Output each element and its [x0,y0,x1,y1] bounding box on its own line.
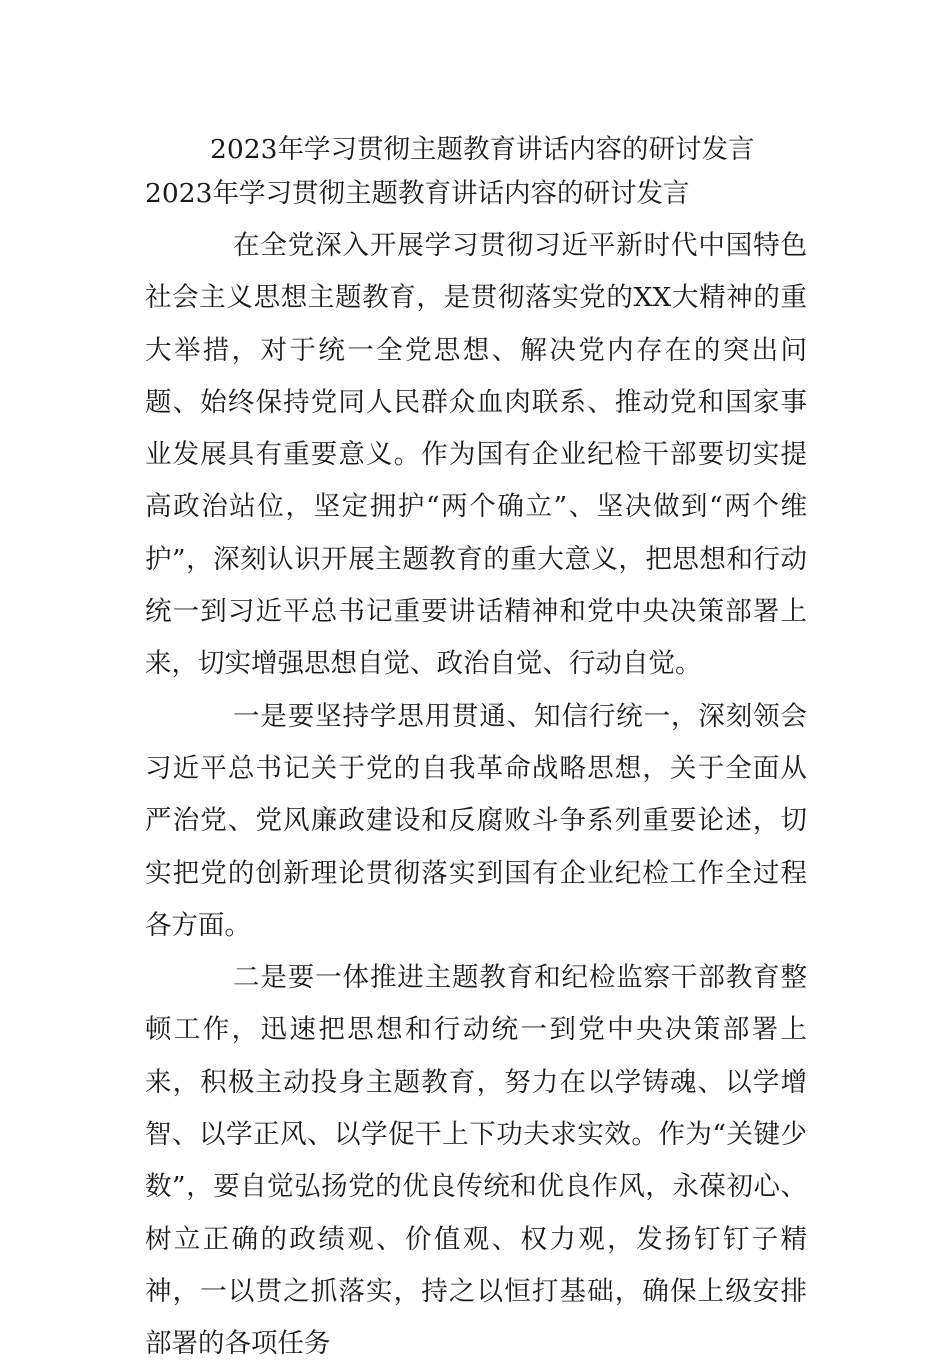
document-title: 2023年学习贯彻主题教育讲话内容的研讨发言 [210,134,755,165]
paragraph-intro: 在全党深入开展学习贯彻习近平新时代中国特色社会主义思想主题教育，是贯彻落实党的XX大精神的重大举措，对于统一全党思想、解决党内存在的突出问题、始终保持党同人民群众血肉联系、推动党和国家事业发展具有重要意义。作为国有企业纪检干部要切实提高政治站位，坚定拥护“两个确立”、坚决做到“两个维护”，深刻认识开展主题教育的重大意义，把思想和行动统一到习近平总书记重要讲话精神和党中央决策部署上来，切实增强思想自觉、政治自觉、行动自觉。 [145,230,807,680]
document-page [145,128,807,1371]
paragraph-point-one: 一是要坚持学思用贯通、知信行统一，深刻领会习近平总书记关于党的自我革命战略思想，关于全面从严治党、党风廉政建设和反腐败斗争系列重要论述，切实把党的创新理论贯彻落实到国有企业纪检工作全过程各方面。 [145,700,807,941]
document-subtitle: 2023年学习贯彻主题教育讲话内容的研讨发言 [145,178,690,209]
paragraph-point-two: 二是要一体推进主题教育和纪检监察干部教育整顿工作，迅速把思想和行动统一到党中央决策部署上来，积极主动投身主题教育，努力在以学铸魂、以学增智、以学正风、以学促干上下功夫求实效。作为“关键少数”，要自觉弘扬党的优良传统和优良作风，永葆初心、树立正确的政绩观、价值观、权力观，发扬钉钉子精神，一以贯之抓落实，持之以恒打基础，确保上级安排部署的各项任务 [145,962,807,1360]
